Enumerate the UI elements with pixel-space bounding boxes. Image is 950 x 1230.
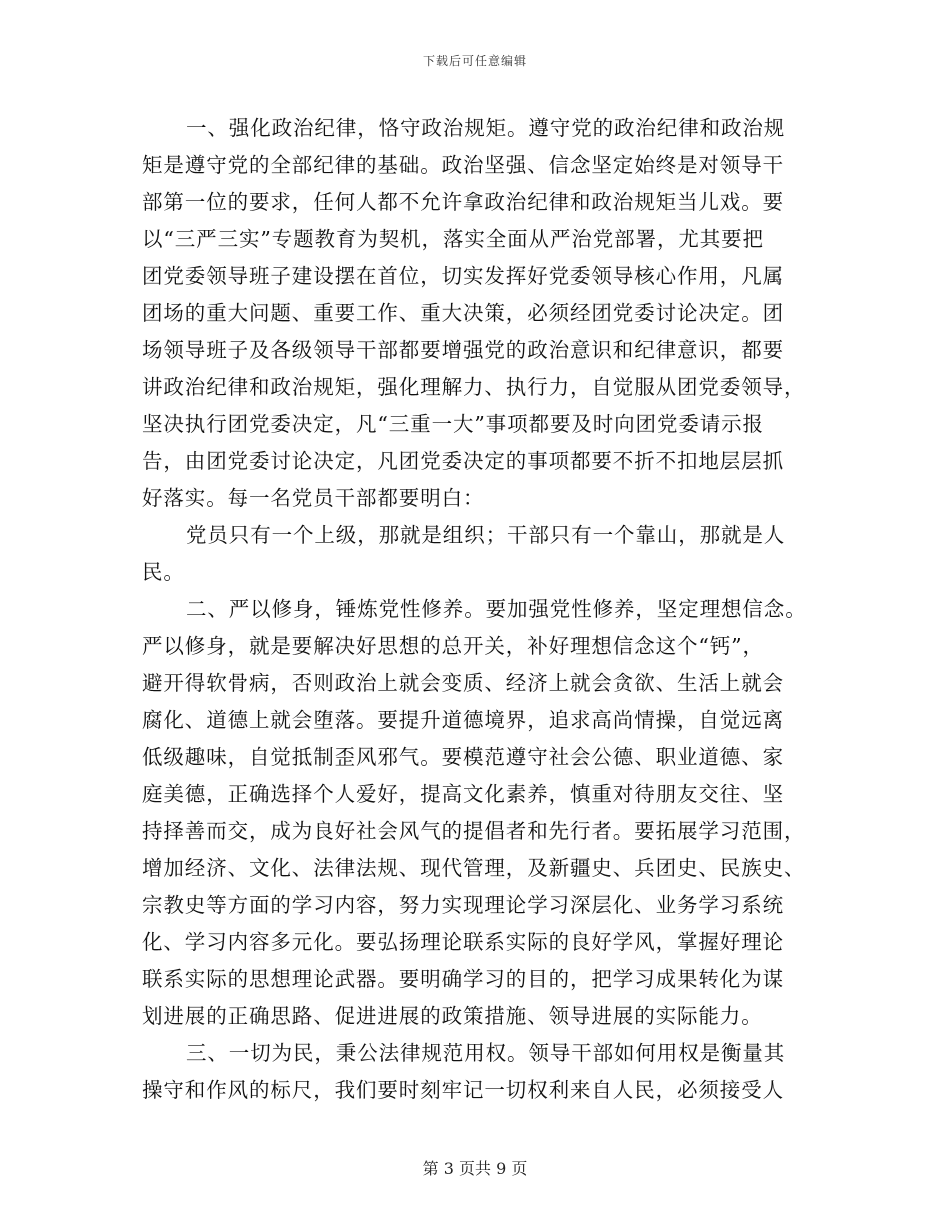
text-line: 一、强化政治纪律，恪守政治规矩。遵守党的政治纪律和政治规 xyxy=(186,116,786,140)
text-line: 宗教史等方面的学习内容，努力实现理论学习深层化、业务学习系统 xyxy=(142,893,784,917)
text-line: 矩是遵守党的全部纪律的基础。政治坚强、信念坚定始终是对领导干 xyxy=(142,153,784,177)
document-body xyxy=(142,110,808,1109)
text-line: 党员只有一个上级，那就是组织；干部只有一个靠山，那就是人 xyxy=(186,523,786,547)
text-line: 增加经济、文化、法律法规、现代管理，及新疆史、兵团史、民族史、 xyxy=(142,856,806,880)
text-line: 坚决执行团党委决定，凡“三重一大”事项都要及时向团党委请示报 xyxy=(142,412,764,436)
text-line: 部第一位的要求，任何人都不允许拿政治纪律和政治规矩当儿戏。要 xyxy=(142,190,784,214)
text-line: 严以修身，就是要解决好思想的总开关，补好理想信念这个“钙”， xyxy=(142,634,764,658)
paragraph-1 xyxy=(142,110,808,517)
text-line: 低级趣味，自觉抵制歪风邪气。要模范遵守社会公德、职业道德、家 xyxy=(142,745,784,769)
text-line: 划进展的正确思路、促进进展的政策措施、领导进展的实际能力。 xyxy=(142,1004,763,1028)
text-line: 讲政治纪律和政治规矩，强化理解力、执行力，自觉服从团党委领导， xyxy=(142,375,806,399)
text-line: 持择善而交，成为良好社会风气的提倡者和先行者。要拓展学习范围， xyxy=(142,819,806,843)
text-line: 庭美德，正确选择个人爱好，提高文化素养，慎重对待朋友交往、坚 xyxy=(142,782,784,806)
text-line: 操守和作风的标尺，我们要时刻牢记一切权利来自人民，必须接受人 xyxy=(142,1078,784,1102)
text-line: 民。 xyxy=(142,560,185,584)
text-line: 三、一切为民，秉公法律规范用权。领导干部如何用权是衡量其 xyxy=(186,1041,786,1065)
text-line: 避开得软骨病，否则政治上就会变质、经济上就会贪欲、生活上就会 xyxy=(142,671,784,695)
text-line: 告，由团党委讨论决定，凡团党委决定的事项都要不折不扣地层层抓 xyxy=(142,449,784,473)
text-line: 化、学习内容多元化。要弘扬理论联系实际的良好学风，掌握好理论 xyxy=(142,930,784,954)
text-line: 腐化、道德上就会堕落。要提升道德境界，追求高尚情操，自觉远离 xyxy=(142,708,784,732)
text-line: 二、严以修身，锤炼党性修养。要加强党性修养，坚定理想信念。 xyxy=(186,597,807,621)
page-header: 下载后可任意编辑 xyxy=(422,54,527,68)
paragraph-2 xyxy=(142,517,808,591)
page-number: 第 3 页共 9 页 xyxy=(422,1159,528,1178)
text-line: 好落实。每一名党员干部都要明白： xyxy=(142,486,485,510)
text-line: 以“三严三实”专题教育为契机，落实全面从严治党部署，尤其要把 xyxy=(142,227,764,251)
paragraph-3 xyxy=(142,591,808,1035)
text-line: 团党委领导班子建设摆在首位，切实发挥好党委领导核心作用，凡属 xyxy=(142,264,784,288)
text-line: 联系实际的思想理论武器。要明确学习的目的，把学习成果转化为谋 xyxy=(142,967,784,991)
text-line: 团场的重大问题、重要工作、重大决策，必须经团党委讨论决定。团 xyxy=(142,301,784,325)
text-line: 场领导班子及各级领导干部都要增强党的政治意识和纪律意识，都要 xyxy=(142,338,784,362)
paragraph-4 xyxy=(142,1035,808,1109)
